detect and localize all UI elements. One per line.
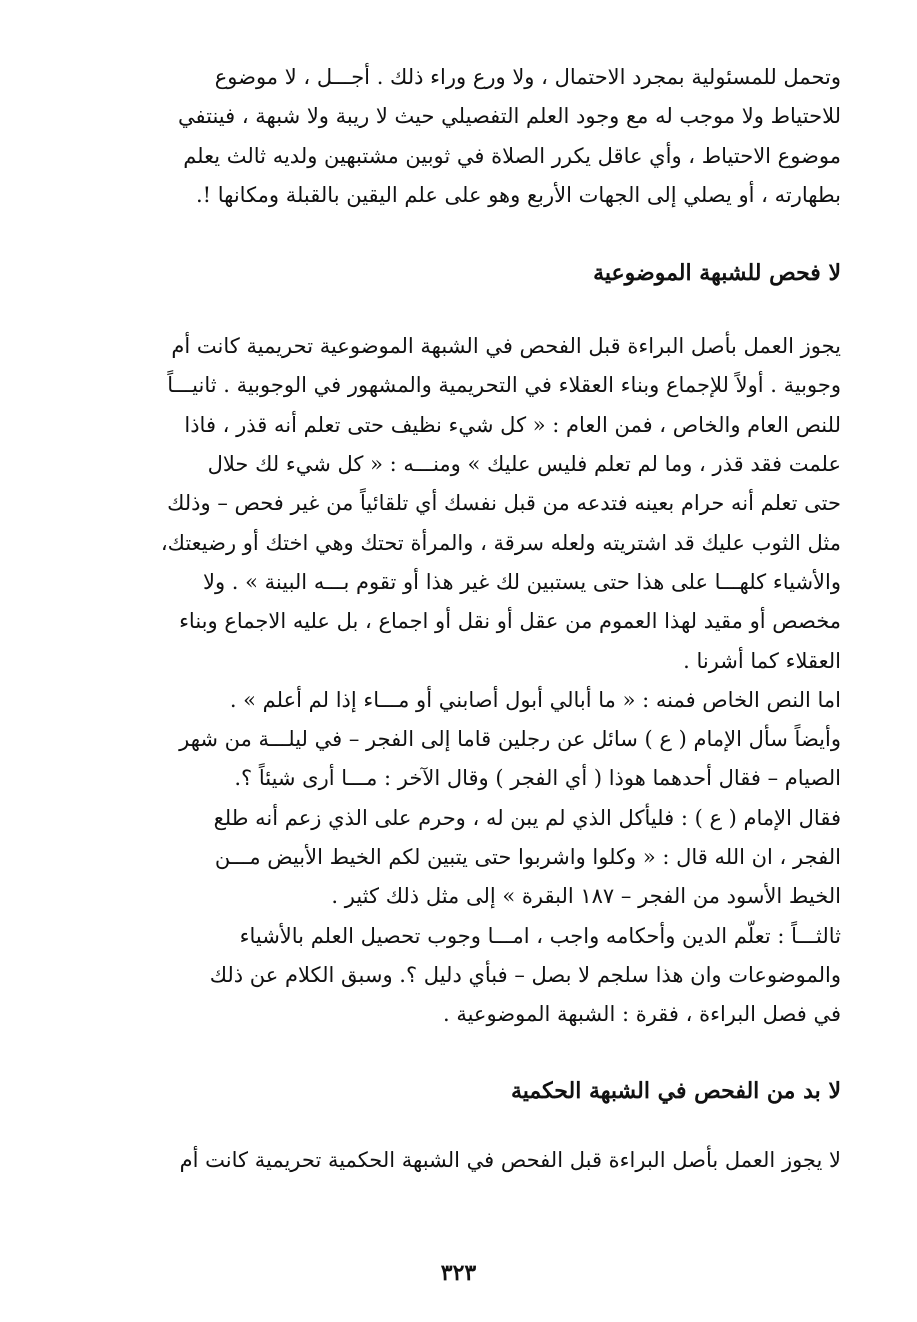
paragraph-5-line: لا يجوز العمل بأصل البراءة قبل الفحص في الشبهة الحكمية تحريمية كانت أم [179,1147,841,1172]
paragraph-2-line: العقلاء كما أشرنا . [683,648,841,673]
paragraph-3 [76,681,841,917]
paragraph-2-line: مخصص أو مقيد لهذا العموم من عقل أو نقل أو اجماع ، بل عليه الاجماع وبناء [179,609,841,634]
paragraph-1-line: بطهارته ، أو يصلي إلى الجهات الأربع وهو على علم اليقين بالقبلة ومكانها !. [195,182,841,207]
paragraph-4-line: في فصل البراءة ، فقرة : الشبهة الموضوعية . [442,1002,841,1027]
section-heading-no-inspection-objective: لا فحص للشبهة الموضوعية [593,260,841,287]
paragraph-4-line: ثالثـــاً : تعلّم الدين وأحكامه واجب ، امـــا وجوب تحصيل العلم بالأشياء [239,923,841,948]
paragraph-2-line: للنص العام والخاص ، فمن العام : « كل شيء نظيف حتى تعلم أنه قذر ، فاذا [184,412,841,437]
section-heading-must-inspect-ruling: لا بد من الفحص في الشبهة الحكمية [511,1077,841,1104]
paragraph-3-line: فقال الإمام ( ع ) : فليأكل الذي لم يبن له ، وحرم على الذي زعم أنه طلع [213,805,841,830]
paragraph-2-line: علمت فقد قذر ، وما لم تعلم فليس عليك » ومنـــه : « كل شيء لك حلال [207,452,841,477]
paragraph-3-line: اما النص الخاص فمنه : « ما أبالي أبول أصابني أو مـــاء إذا لم أعلم » . [229,687,841,712]
page-number: ٣٢٣ [440,1260,477,1286]
paragraph-3-line: وأيضاً سأل الإمام ( ع ) سائل عن رجلين قاما إلى الفجر – في ليلـــة من شهر [179,727,841,752]
paragraph-4 [76,917,841,1035]
paragraph-2-line: حتى تعلم أنه حرام بعينه فتدعه من قبل نفسك أي تلقائياً من غير فحص – وذلك [167,491,841,516]
paragraph-2 [76,327,841,681]
paragraph-3-line: الفجر ، ان الله قال : « وكلوا واشربوا حتى يتبين لكم الخيط الأبيض مـــن [214,845,841,870]
paragraph-2-line: وجوبية . أولاً للإجماع وبناء العقلاء في التحريمية والمشهور في الوجوبية . ثانيـــاً [167,373,841,398]
paragraph-5 [76,1141,841,1180]
paragraph-1 [76,58,841,215]
paragraph-1-line: وتحمل للمسئولية بمجرد الاحتمال ، ولا ورع وراء ذلك . أجـــل ، لا موضوع [214,65,841,89]
paragraph-1-line: موضوع الاحتياط ، وأي عاقل يكرر الصلاة في ثوبين مشتبهين ولديه ثالث يعلم [183,143,841,168]
paragraph-3-line: الخيط الأسود من الفجر – ١٨٧ البقرة » إلى مثل ذلك كثير . [331,884,841,909]
paragraph-3-line: الصيام – فقال أحدهما هوذا ( أي الفجر ) وقال الآخر : مـــا أرى شيئاً ؟. [234,766,841,791]
paragraph-2-line: مثل الثوب عليك قد اشتريته ولعله سرقة ، والمرأة تحتك وهي اختك أو رضيعتك، [160,530,841,555]
paragraph-4-line: والموضوعات وان هذا سلجم لا بصل – فبأي دليل ؟. وسبق الكلام عن ذلك [209,962,841,987]
paragraph-2-line: يجوز العمل بأصل البراءة قبل الفحص في الشبهة الموضوعية تحريمية كانت أم [171,334,841,359]
paragraph-1-line: للاحتياط ولا موجب له مع وجود العلم التفصيلي حيث لا ريبة ولا شبهة ، فينتفي [177,104,841,129]
paragraph-2-line: والأشياء كلهـــا على هذا حتى يستبين لك غير هذا أو تقوم بـــه البينة » . ولا [202,569,841,594]
